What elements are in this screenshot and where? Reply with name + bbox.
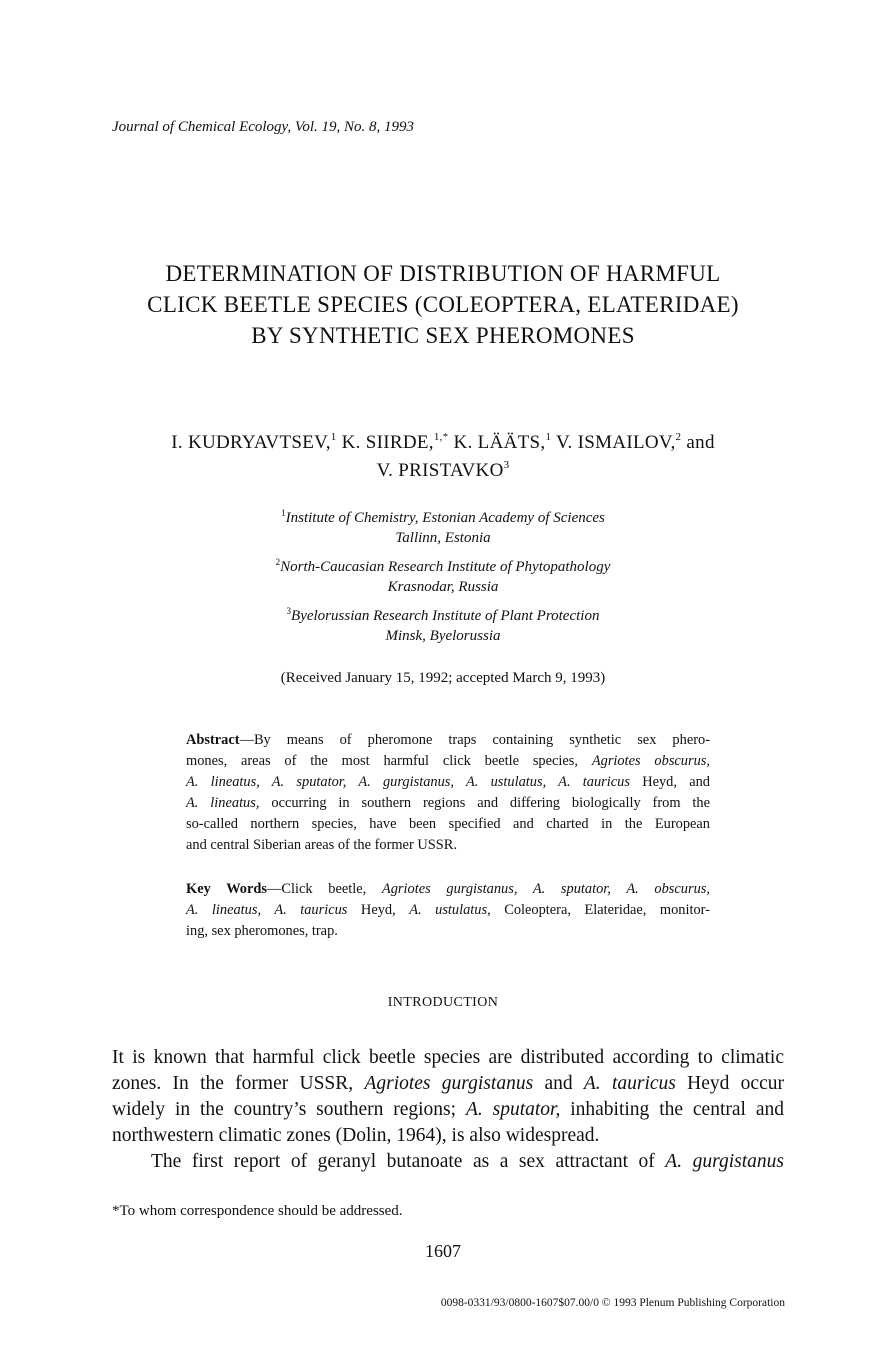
- paper-title: [0, 258, 886, 351]
- abstract-text: and central Siberian areas of the former USSR.: [186, 837, 457, 853]
- footnote: *To whom correspondence should be addressed.: [112, 1203, 403, 1219]
- affiliation-number: 2: [275, 557, 281, 567]
- author-name: V. PRISTAVKO: [376, 460, 504, 481]
- affiliation-location: Krasnodar, Russia: [387, 579, 499, 595]
- abstract-label: Abstract: [186, 732, 240, 748]
- author-line: [0, 429, 886, 457]
- affiliations: [0, 508, 886, 655]
- body-line: zones. In the former USSR,: [112, 1073, 354, 1094]
- title-line: BY SYNTHETIC SEX PHEROMONES: [251, 323, 635, 348]
- author-affil-mark: 1,*: [433, 431, 449, 443]
- species-name: Agriotes obscurus,: [591, 753, 710, 769]
- abstract: [186, 730, 710, 856]
- journal-citation: Journal of Chemical Ecology, Vol. 19, No. 8, 1993: [112, 119, 415, 135]
- abstract-text: —By means of pheromone traps containing synthetic sex phero-: [239, 732, 710, 748]
- keywords-text: —Click beetle,: [267, 881, 367, 897]
- author-affil-mark: 2: [675, 431, 682, 443]
- species-name: A. ustulatus,: [409, 902, 491, 918]
- species-name: A. lineatus, A. sputator, A. gurgistanus, A. ustulatus, A. tauricus: [186, 774, 630, 790]
- keywords-text: Coleoptera, Elateridae, monitor-: [504, 902, 710, 918]
- author-affil-mark: 1: [545, 431, 552, 443]
- author-list: [0, 429, 886, 485]
- keywords-text: Heyd,: [360, 902, 396, 918]
- keywords-label: Key Words: [186, 881, 267, 897]
- author-affil-mark: 3: [503, 459, 510, 471]
- affiliation-location: Tallinn, Estonia: [395, 530, 491, 546]
- author-line: [0, 457, 886, 485]
- affiliation-name: Institute of Chemistry, Estonian Academy of Sciences: [285, 510, 605, 526]
- species-name: Agriotes gurgistanus: [364, 1073, 534, 1094]
- species-name: A. sputator,: [465, 1099, 561, 1120]
- body-line: inhabiting the central and: [570, 1099, 784, 1120]
- species-name: A. gurgistanus: [665, 1151, 784, 1172]
- affiliation: [0, 557, 886, 597]
- received-dates: (Received January 15, 1992; accepted March 9, 1993): [280, 670, 606, 686]
- author-name: K. LÄÄTS,: [453, 432, 546, 453]
- affiliation-number: 1: [281, 508, 286, 518]
- title-line: DETERMINATION OF DISTRIBUTION OF HARMFUL: [165, 261, 721, 286]
- page-number: 1607: [425, 1241, 461, 1261]
- author-name: K. SIIRDE,: [341, 432, 434, 453]
- body-line: Heyd occur: [687, 1073, 784, 1094]
- affiliation: [0, 606, 886, 646]
- copyright-line: 0098-0331/93/0800-1607$07.00/0 © 1993 Plenum Publishing Corporation: [440, 1297, 785, 1309]
- abstract-text: occurring in southern regions and differing biologically from the: [271, 795, 710, 811]
- abstract-text: mones, areas of the most harmful click beetle species,: [186, 753, 578, 769]
- abstract-text: so-called northern species, have been specified and charted in the European: [186, 816, 710, 832]
- body-line: and: [544, 1073, 573, 1094]
- author-name: I. KUDRYAVTSEV,: [171, 432, 331, 453]
- body-text: [112, 1045, 784, 1175]
- body-line: The first report of geranyl butanoate as a sex attractant of: [151, 1151, 655, 1172]
- author-name: V. ISMAILOV,: [555, 432, 676, 453]
- affiliation-number: 3: [286, 606, 292, 616]
- keywords-text: ing, sex pheromones, trap.: [186, 923, 338, 939]
- affiliation-location: Minsk, Byelorussia: [385, 628, 501, 644]
- body-line: widely in the country’s southern regions;: [112, 1099, 457, 1120]
- title-line: CLICK BEETLE SPECIES (COLEOPTERA, ELATERIDAE): [147, 292, 739, 317]
- body-line: northwestern climatic zones (Dolin, 1964), is also widespread.: [112, 1125, 600, 1146]
- species-name: A. tauricus: [583, 1073, 676, 1094]
- affiliation-name: North-Caucasian Research Institute of Phytopathology: [280, 559, 611, 575]
- abstract-text: Heyd, and: [642, 774, 710, 790]
- author-affil-mark: 1: [330, 431, 337, 443]
- key-words: [186, 879, 710, 942]
- affiliation: [0, 508, 886, 548]
- body-line: It is known that harmful click beetle species are distributed according to climatic: [112, 1047, 784, 1068]
- species-name: A. lineatus, A. tauricus: [186, 902, 348, 918]
- author-conjunction: and: [686, 432, 715, 453]
- species-name: A. lineatus,: [186, 795, 260, 811]
- species-name: Agriotes gurgistanus, A. sputator, A. obscurus,: [381, 881, 710, 897]
- section-heading: INTRODUCTION: [387, 995, 499, 1010]
- affiliation-name: Byelorussian Research Institute of Plant Protection: [291, 608, 600, 624]
